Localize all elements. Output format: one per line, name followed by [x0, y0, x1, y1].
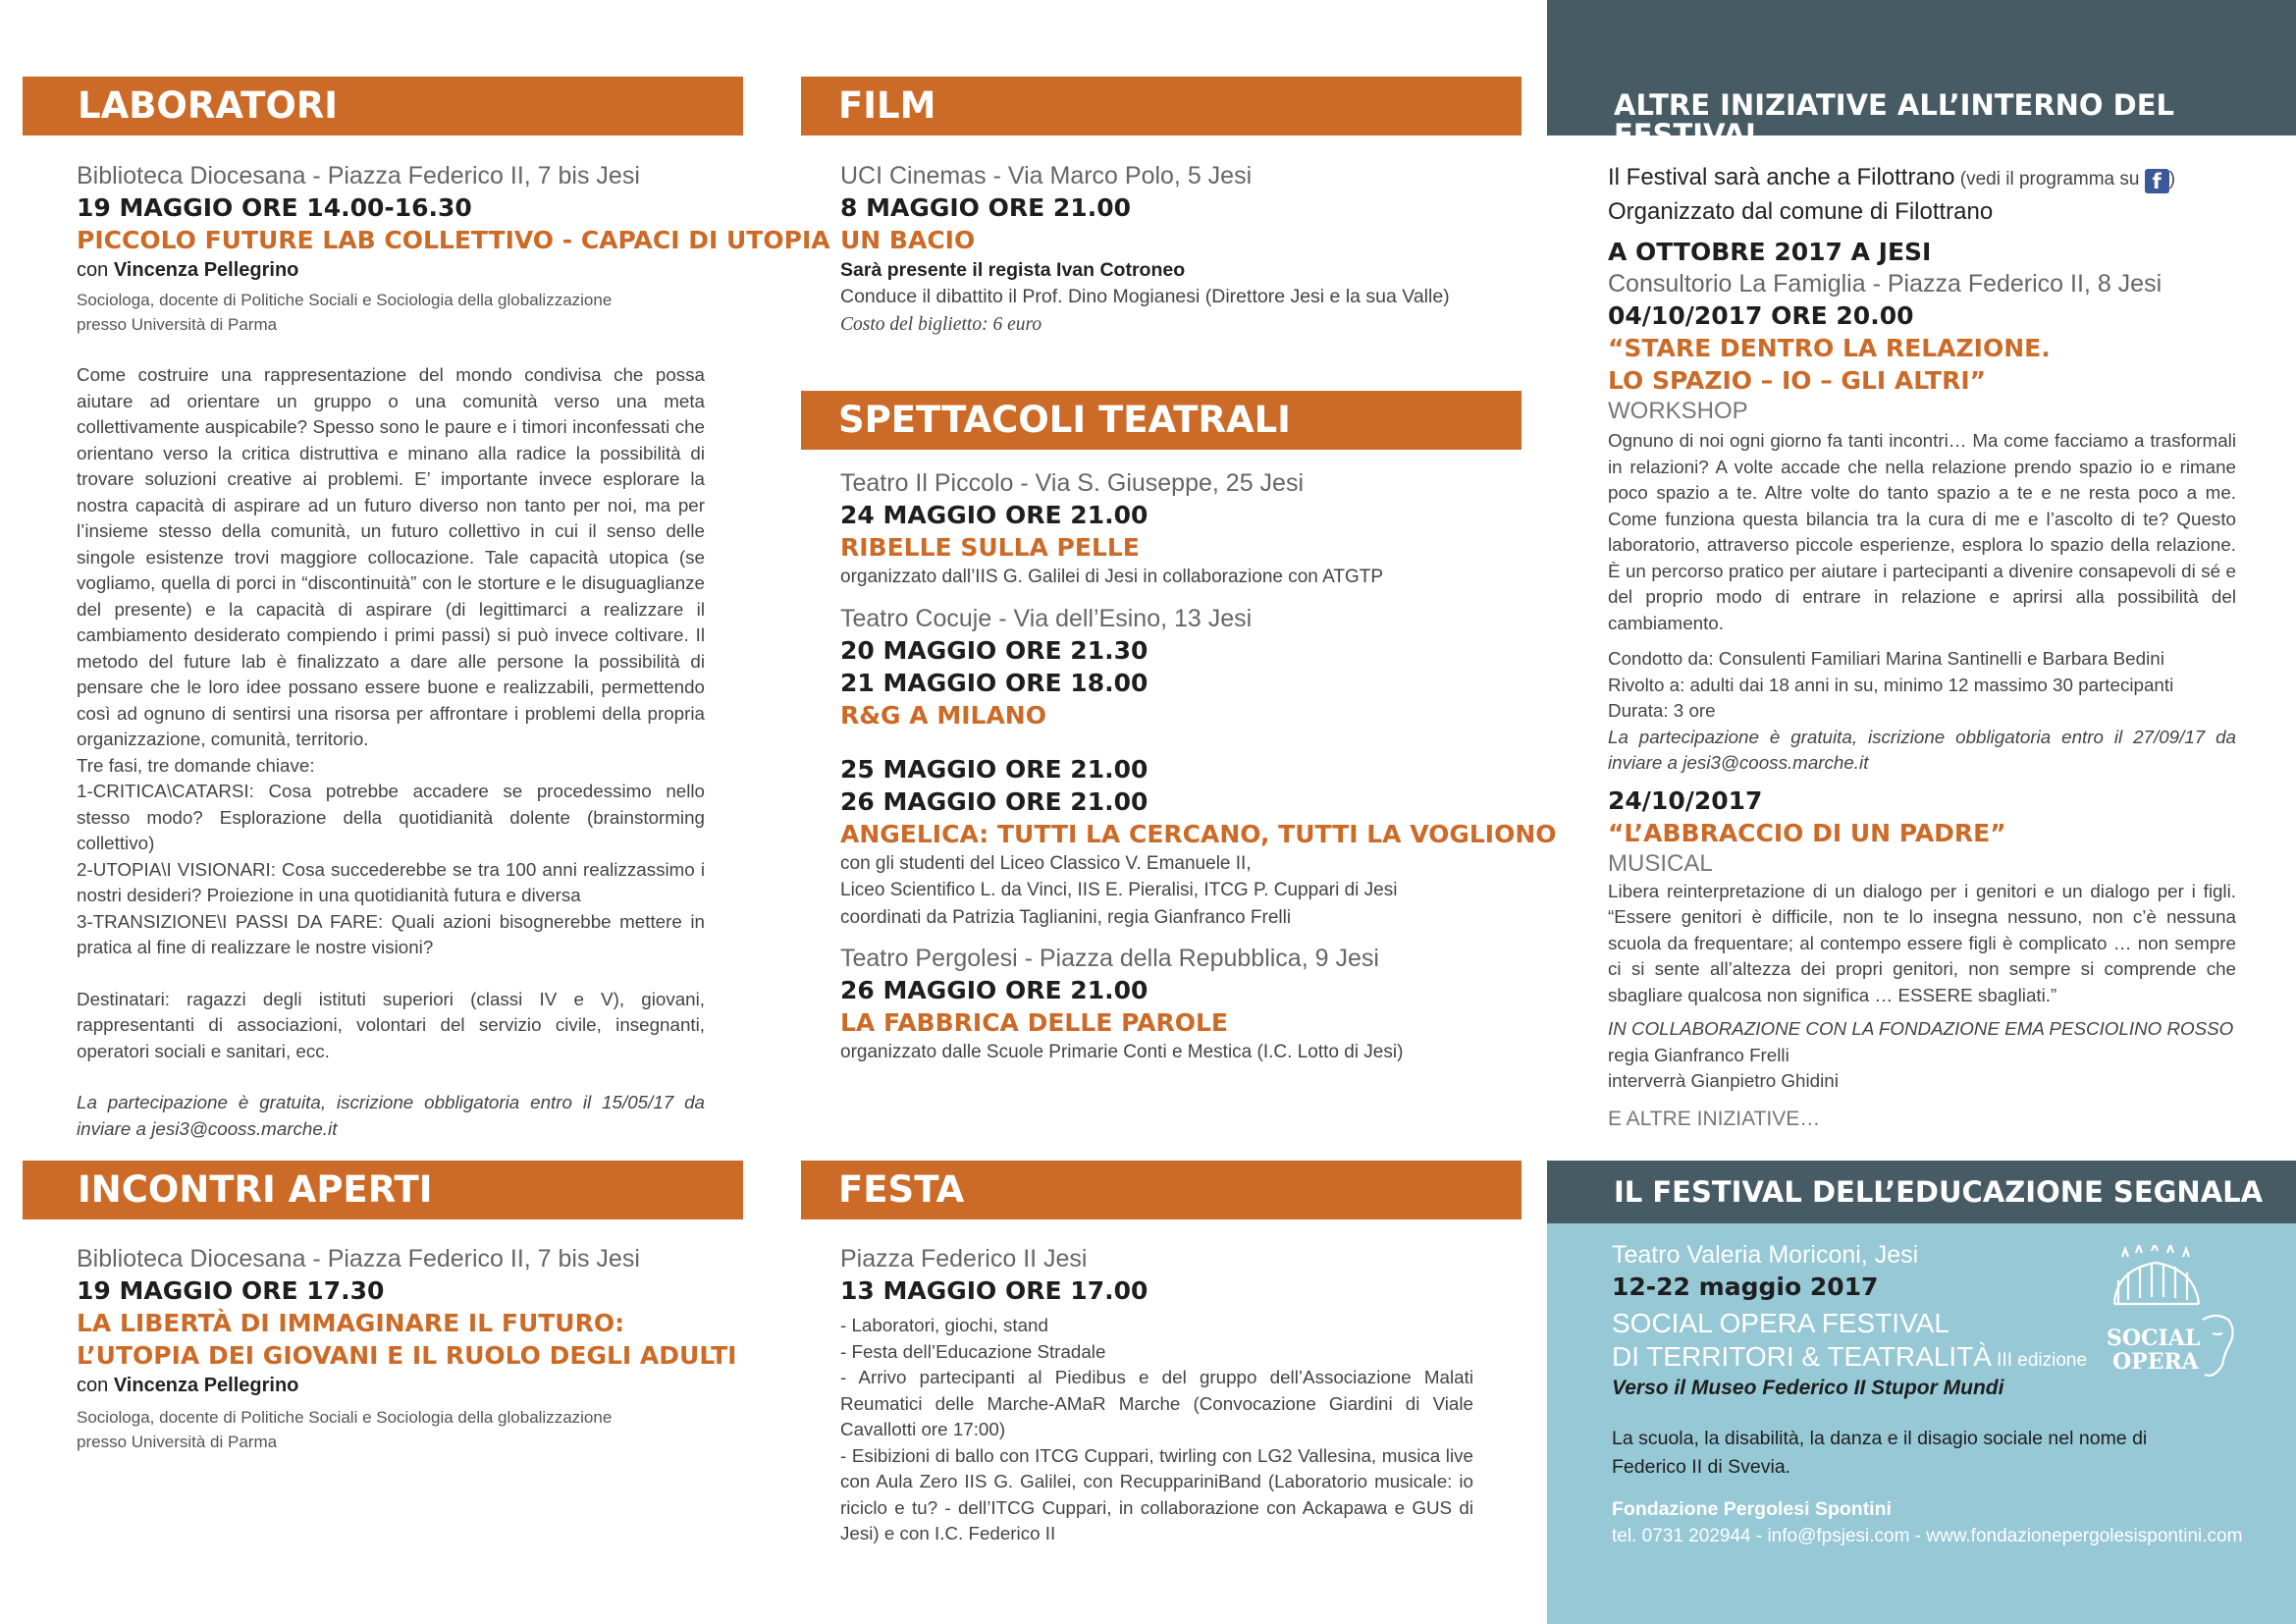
incontri-bio-2: presso Università di Parma [77, 1433, 278, 1451]
laboratori-paragraph: Come costruire una rappresentazione del mondo condivisa che possa aiutare ad orientare un gruppo o una comunità verso una meta collettivamente auspicabile? Spesso sono le paure e i timori inconfessati che orientano verso la critica distruttiva e minano alla radice la possibilità di trovare soluzioni creative ai problemi. E’ importante invece esplorare la nostra capacità di aspirare ad un futuro diverso non tanto per noi, ma per l’insieme stesso della comunità, un futuro collettivo in cui il senso delle singole esistenze trovi maggiore collocazione. Tale capacità utopica (se vogliamo, quella di porci in “discontinuità” con le storture e le disuguaglianze del presente) e la capacità di aspirare (di legittimarci a realizzare il cambiamento desiderato compiendo i primi passi) si può invece coltivare. Il metodo del future lab è finalizzato a dare alle persone la possibilità di pensare che le loro idee possano essere buone e realizzabili, permettendo così ad ognuno di sentirsi una risorsa per affrontare i problemi della propria organizzazione, comunità, territorio. [77, 364, 705, 749]
spettacoli-e4-title: LA FABBRICA DELLE PAROLE [840, 1008, 1228, 1037]
spettacoli-e1-title: RIBELLE SULLA PELLE [840, 533, 1140, 562]
festa-section [840, 1243, 1473, 1547]
column-middle [766, 0, 1557, 1624]
spettacoli-e3-note-2: Liceo Scientifico L. da Vinci, IIS E. Pieralisi, ITCG P. Cuppari di Jesi [840, 880, 1398, 900]
segnala-header: IL FESTIVAL DELL’EDUCAZIONE SEGNALA [1547, 1161, 2296, 1223]
segnala-contatti: tel. 0731 202944 - info@fpsjesi.com - www.fondazionepergolesispontini.com [1612, 1526, 2243, 1546]
segnala-date: 12-22 maggio 2017 [1612, 1272, 1879, 1301]
laboratori-fase-3: 3-TRANSIZIONE\I PASSI DA FARE: Quali azioni bisognerebbe mettere in pratica al fine di realizzare le nostre visioni? [77, 910, 705, 957]
social-opera-logo [2097, 1245, 2244, 1390]
segnala-title-1: SOCIAL OPERA FESTIVAL [1612, 1308, 1949, 1338]
column-left [0, 0, 830, 1624]
altre-e1-desc: Ognuno di noi ogni giorno fa tanti incontri… Ma come facciamo a trasformali in relazioni? A volte accade che nella relazione prendo spazio io e rimane poco spazio a te. Altre volte do tanto spazio a te e ne resta poco a me. Come funziona questa bilancia tra la cura di me e l’ascolto di te? Questo laboratorio, attraverso piccole esperienze, esplora lo spazio della relazione. È un percorso pratico per aiutare i partecipanti a divenire consapevoli di sé e del proprio modo di entrare in relazione e aprirsi alla possibilità del cambiamento. [1608, 430, 2236, 633]
facebook-icon[interactable]: f [2145, 169, 2169, 193]
spettacoli-e4-date: 26 MAGGIO ORE 21.00 [840, 976, 1148, 1004]
festa-item-1: - Laboratori, giochi, stand [840, 1315, 1048, 1335]
film-section [840, 160, 1508, 338]
filottrano-close: ) [2168, 169, 2176, 189]
laboratori-bio-1: Sociologa, docente di Politiche Sociali e Sociologia della globalizzazione [77, 291, 613, 309]
altre-header: ALTRE INIZIATIVE ALL’INTERNO DEL FESTIVAL [1547, 0, 2296, 135]
laboratori-venue: Biblioteca Diocesana - Piazza Federico II, 7 bis Jesi [77, 162, 640, 189]
film-header: FILM [801, 77, 1522, 135]
segnala-title-2: DI TERRITORI & TEATRALITÀ [1612, 1341, 1992, 1372]
altre-e1-venue: Consultorio La Famiglia - Piazza Federico II, 8 Jesi [1608, 270, 2163, 298]
film-costo: Costo del biglietto: 6 euro [840, 313, 1042, 335]
segnala-fondazione: Fondazione Pergolesi Spontini [1612, 1498, 1892, 1520]
altre-filottrano-1 [1608, 161, 2236, 195]
laboratori-iscrizione: La partecipazione è gratuita, iscrizione obbligatoria entro il 15/05/17 da inviare a jesi3@cooss.marche.it [77, 1092, 705, 1139]
spettacoli-e3-title: ANGELICA: TUTTI LA CERCANO, TUTTI LA VOGLIONO [840, 819, 1557, 848]
speaker-prefix: con [77, 259, 114, 281]
spettacoli-e3-note-3: coordinati da Patrizia Taglianini, regia Gianfranco Frelli [840, 906, 1292, 928]
incontri-title-2: L’UTOPIA DEI GIOVANI E IL RUOLO DEGLI ADULTI [77, 1341, 737, 1370]
spettacoli-e1-venue: Teatro Il Piccolo - Via S. Giuseppe, 25 Jesi [840, 469, 1304, 497]
altre-e1-date: 04/10/2017 ORE 20.00 [1608, 301, 1914, 330]
spettacoli-e2-title: R&G A MILANO [840, 700, 1046, 730]
spettacoli-e2-date-2: 21 MAGGIO ORE 18.00 [840, 668, 1148, 697]
laboratori-section [77, 160, 830, 1142]
altre-filottrano-2: Organizzato dal comune di Filottrano [1608, 198, 1994, 225]
altre-e1-rivolto: Rivolto a: adulti dai 18 anni in su, minimo 12 massimo 30 partecipanti [1608, 674, 2174, 695]
altre-ottobre: A OTTOBRE 2017 A JESI [1608, 238, 1932, 266]
altre-e1-type: WORKSHOP [1608, 398, 1748, 424]
film-venue: UCI Cinemas - Via Marco Polo, 5 Jesi [840, 162, 1253, 189]
spettacoli-e3-date-1: 25 MAGGIO ORE 21.00 [840, 754, 1148, 784]
segnala-subtitle: Verso il Museo Federico II Stupor Mundi [1612, 1377, 2004, 1399]
spettacoli-header: SPETTACOLI TEATRALI [801, 391, 1522, 450]
spettacoli-section [840, 467, 1557, 1066]
logo-text-1: SOCIAL [2107, 1326, 2201, 1351]
laboratori-tre-fasi: Tre fasi, tre domande chiave: [77, 754, 315, 776]
laboratori-speaker [77, 256, 705, 284]
segnala-desc: La scuola, la disabilità, la danza e il disagio sociale nel nome di Federico II di Svevia. [1612, 1428, 2148, 1478]
spettacoli-e4-venue: Teatro Pergolesi - Piazza della Repubblica, 9 Jesi [840, 945, 1379, 972]
altre-e1-title-2: LO SPAZIO – IO – GLI ALTRI” [1608, 366, 1987, 395]
spettacoli-e1-note: organizzato dall’IIS G. Galilei di Jesi in collaborazione con ATGTP [840, 567, 1384, 587]
speaker-prefix: con [77, 1375, 114, 1396]
laboratori-destinatari: Destinatari: ragazzi degli istituti superiori (classi IV e V), giovani, rappresentanti di associazioni, volontari del servizio civile, insegnanti, operatori sociali e sanitari, ecc. [77, 988, 705, 1061]
festa-item-4: - Esibizioni di ballo con ITCG Cuppari, twirling con LG2 Vallesina, musica live con Aula Zero IIS G. Galilei, con RecuppariniBand (Laboratorio musicale: io riciclo e tu? - dell’ITCG Cuppari, in collaborazione con Ackapawa e GUS di Jesi) e con I.C. Federico II [840, 1444, 1473, 1543]
incontri-section [77, 1243, 737, 1454]
altre-e2-interverra: interverrà Gianpietro Ghidini [1608, 1070, 1839, 1091]
film-presente: Sarà presente il regista Ivan Cotroneo [840, 259, 1186, 281]
altre-e2-desc: Libera reinterpretazione di un dialogo per i genitori e un dialogo per i figli. “Essere genitori è difficile, non te lo insegna nessuno, non c’è nessuna scuola da frequentare; al contempo essere figli è complicato … non sempre ci si sente all’altezza dei propri genitori, non sempre si comprende che sbagliare qualcosa non significa … ESSERE sbagliati.” [1608, 880, 2236, 1005]
altre-e2-title: “L’ABBRACCIO DI UN PADRE” [1608, 818, 2006, 847]
speaker-name: Vincenza Pellegrino [113, 259, 299, 281]
altre-altre-iniziative: E ALTRE INIZIATIVE… [1608, 1107, 1821, 1130]
altre-e1-iscrizione: La partecipazione è gratuita, iscrizione obbligatoria entro il 27/09/17 da inviare a jesi3@cooss.marche.it [1608, 726, 2236, 773]
laboratori-date: 19 MAGGIO ORE 14.00-16.30 [77, 193, 472, 222]
incontri-header: INCONTRI APERTI [23, 1161, 743, 1219]
film-title: UN BACIO [840, 226, 976, 254]
festa-date: 13 MAGGIO ORE 17.00 [840, 1276, 1148, 1305]
spettacoli-e3-date-2: 26 MAGGIO ORE 21.00 [840, 786, 1148, 816]
spettacoli-e2-venue: Teatro Cocuje - Via dell’Esino, 13 Jesi [840, 604, 1253, 632]
festa-header: FESTA [801, 1161, 1522, 1219]
altre-e2-type: MUSICAL [1608, 849, 1713, 877]
incontri-bio-1: Sociologa, docente di Politiche Sociali e Sociologia della globalizzazione [77, 1408, 613, 1427]
festa-item-3: - Arrivo partecipanti al Piedibus e del gruppo dell’Associazione Malati Reumatici delle Marche-AMaR Marche (Convocazione Giardini di Viale Cavallotti ore 17:00) [840, 1367, 1473, 1439]
altre-e2-regia: regia Gianfranco Frelli [1608, 1044, 1789, 1065]
altre-e1-condotto: Condotto da: Consulenti Familiari Marina Santinelli e Barbara Bedini [1608, 648, 2164, 669]
altre-e1-title-1: “STARE DENTRO LA RELAZIONE. [1608, 334, 2051, 362]
laboratori-fase-1: 1-CRITICA\CATARSI: Cosa potrebbe accadere se procedessimo nello stesso modo? Esplorazione della quotidianità dolente (brainstorming collettivo) [77, 781, 705, 853]
spettacoli-e2-date-1: 20 MAGGIO ORE 21.30 [840, 635, 1148, 665]
film-date: 8 MAGGIO ORE 21.00 [840, 193, 1131, 222]
film-conduce: Conduce il dibattito il Prof. Dino Mogianesi (Direttore Jesi e la sua Valle) [840, 286, 1450, 307]
laboratori-header: LABORATORI [23, 77, 743, 135]
filottrano-note: (vedi il programma su [1954, 169, 2145, 189]
incontri-speaker [77, 1372, 715, 1399]
spettacoli-e3-note-1: con gli studenti del Liceo Classico V. Emanuele II, [840, 852, 1252, 874]
segnala-edizione: III edizione [1991, 1350, 2088, 1371]
spettacoli-e4-note: organizzato dalle Scuole Primarie Conti e Mestica (I.C. Lotto di Jesi) [840, 1042, 1404, 1062]
segnala-venue: Teatro Valeria Moriconi, Jesi [1612, 1241, 1919, 1269]
altre-e2-date: 24/10/2017 [1608, 785, 1763, 815]
altre-e1-durata: Durata: 3 ore [1608, 700, 1716, 721]
festa-venue: Piazza Federico II Jesi [840, 1245, 1088, 1272]
altre-section [1608, 161, 2236, 1134]
logo-text-2: OPERA [2112, 1349, 2199, 1375]
spettacoli-e1-date: 24 MAGGIO ORE 21.00 [840, 501, 1148, 529]
altre-e2-collab: IN COLLABORAZIONE CON LA FONDAZIONE EMA PESCIOLINO ROSSO [1608, 1018, 2234, 1039]
segnala-box [1547, 1223, 2296, 1624]
incontri-venue: Biblioteca Diocesana - Piazza Federico II, 7 bis Jesi [77, 1245, 640, 1272]
laboratori-fase-2: 2-UTOPIA\I VISIONARI: Cosa succederebbe se tra 100 anni realizzassimo i nostri desideri? Proiezione in una quotidianità futura e diversa [77, 858, 705, 905]
filottrano-text: Il Festival sarà anche a Filottrano [1608, 164, 1955, 190]
incontri-date: 19 MAGGIO ORE 17.30 [77, 1276, 385, 1305]
incontri-title-1: LA LIBERTÀ DI IMMAGINARE IL FUTURO: [77, 1309, 625, 1337]
festa-item-2: - Festa dell’Educazione Stradale [840, 1340, 1106, 1362]
speaker-name: Vincenza Pellegrino [113, 1375, 299, 1396]
laboratori-bio-2: presso Università di Parma [77, 315, 278, 334]
laboratori-title: PICCOLO FUTURE LAB COLLETTIVO - CAPACI DI UTOPIA [77, 226, 830, 254]
